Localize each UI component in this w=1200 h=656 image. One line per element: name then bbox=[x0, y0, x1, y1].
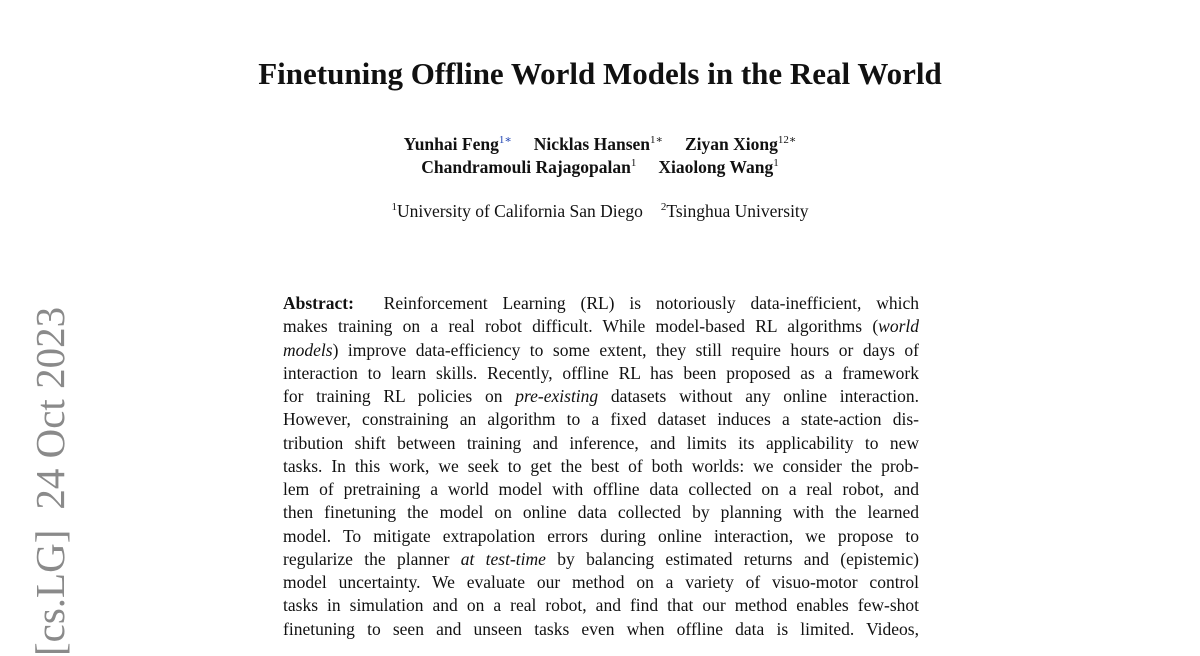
abstract-text: by balancing estimated returns and (epistemic) bbox=[545, 548, 919, 569]
abstract-line: tasks in simulation and on a real robot, and find that our method enables few-shot bbox=[283, 595, 919, 616]
author-affiliation-mark: 1 bbox=[630, 157, 637, 169]
arxiv-stamp bbox=[28, 307, 72, 656]
arxiv-category: [cs.LG] bbox=[27, 529, 73, 656]
abstract-line: tasks. In this work, we seek to get the best of both worlds: we consider the prob- bbox=[283, 455, 919, 476]
author-name: Chandramouli Rajagopalan bbox=[421, 157, 631, 177]
abstract-line bbox=[283, 548, 919, 571]
abstract-text: makes training on a real robot difficult. While model-based RL algorithms ( bbox=[283, 316, 879, 337]
abstract-emphasis: world bbox=[878, 316, 919, 337]
abstract-text: ) improve data-efficiency to some extent, they still require hours or days of bbox=[332, 339, 919, 360]
abstract-line: lem of pretraining a world model with offline data collected on a real robot, and bbox=[283, 479, 919, 499]
affiliation bbox=[391, 200, 642, 222]
abstract-emphasis: pre-existing bbox=[515, 386, 599, 406]
abstract-text: for training RL policies on bbox=[283, 386, 516, 406]
abstract-line: However, constraining an algorithm to a fixed dataset induces a state-action dis- bbox=[283, 409, 919, 430]
abstract-line bbox=[283, 339, 919, 362]
abstract-line bbox=[283, 315, 919, 338]
author-name: Ziyan Xiong bbox=[684, 134, 778, 154]
author bbox=[685, 133, 796, 155]
abstract-line: model. To mitigate extrapolation errors during online interaction, we propose to bbox=[283, 525, 919, 546]
abstract bbox=[283, 292, 919, 641]
author-affiliation-mark: 1∗ bbox=[498, 134, 512, 146]
author bbox=[534, 133, 663, 155]
author-list-row-2 bbox=[0, 156, 1200, 178]
affiliation-name: University of California San Diego bbox=[396, 201, 643, 221]
author bbox=[658, 156, 778, 178]
affiliation-list bbox=[0, 200, 1200, 222]
abstract-text: datasets without any online interaction. bbox=[598, 386, 919, 406]
author-affiliation-mark: 1∗ bbox=[650, 134, 663, 146]
abstract-emphasis: at test-time bbox=[460, 548, 546, 569]
affiliation-name: Tsinghua University bbox=[666, 201, 809, 221]
author-name: Nicklas Hansen bbox=[533, 134, 650, 154]
abstract-line: tribution shift between training and inference, and limits its applicability to new bbox=[283, 432, 919, 453]
abstract-line bbox=[283, 292, 919, 315]
abstract-line: model uncertainty. We evaluate our method on a variety of visuo-motor control bbox=[283, 572, 919, 592]
affiliation-mark: 1 bbox=[391, 201, 397, 213]
author bbox=[404, 133, 512, 155]
affiliation bbox=[661, 200, 809, 222]
author-list-row-1 bbox=[0, 133, 1200, 155]
abstract-text: Reinforcement Learning (RL) is notoriously data-inefficient, which bbox=[383, 293, 919, 313]
abstract-emphasis: models bbox=[283, 339, 333, 360]
abstract-line: finetuning to seen and unseen tasks even when offline data is limited. Videos, bbox=[283, 618, 919, 639]
author-name: Yunhai Feng bbox=[403, 134, 499, 154]
abstract-line: then finetuning the model on online data collected by planning with the learned bbox=[283, 502, 919, 523]
arxiv-date: 24 Oct 2023 bbox=[27, 306, 73, 510]
author-affiliation-mark: 12∗ bbox=[777, 134, 797, 146]
author bbox=[421, 156, 636, 178]
abstract-line: interaction to learn skills. Recently, offline RL has been proposed as a framework bbox=[283, 362, 919, 383]
author-affiliation-mark: 1 bbox=[773, 157, 779, 169]
abstract-label: Abstract: bbox=[283, 293, 354, 313]
author-name: Xiaolong Wang bbox=[658, 157, 774, 177]
paper-title: Finetuning Offline World Models in the Real World bbox=[258, 56, 942, 91]
affiliation-mark: 2 bbox=[660, 201, 667, 213]
abstract-text: regularize the planner bbox=[283, 548, 461, 569]
abstract-line bbox=[283, 385, 919, 408]
